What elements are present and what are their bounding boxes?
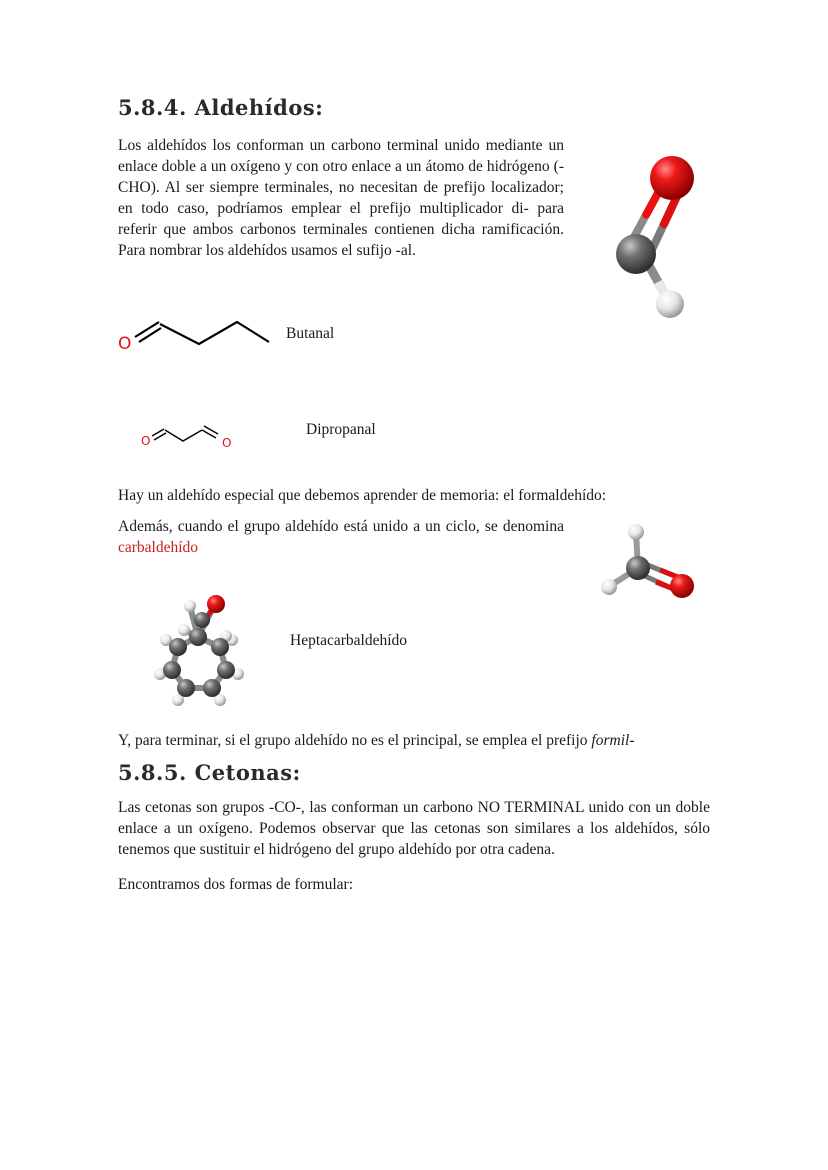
- oxygen-atom-icon: [670, 574, 694, 598]
- oxygen-atom-icon: [650, 156, 694, 200]
- oxygen-label: O: [118, 334, 132, 354]
- carbaldehido-sentence-text: Además, cuando el grupo aldehído está unido a un ciclo, se denomina: [118, 518, 564, 535]
- hydrogen-atom-icon: [601, 579, 617, 595]
- section-heading-cetonas: 5.8.5. Cetonas:: [118, 760, 301, 785]
- butanal-skeletal-formula: [115, 315, 275, 355]
- aldehyde-group-3d-model: [572, 150, 702, 325]
- aldehidos-intro-paragraph: Los aldehídos los conforman un carbono terminal unido mediante un enlace doble a un oxígeno y con otro enlace a un átomo de hidrógeno (-CHO). Al ser siempre terminales, no necesitan de prefijo localizador; en todo caso, podríamos emplear el prefijo multiplicador di- para referir que ambos carbonos terminales contienen dicha ramificación. Para nombrar los aldehídos usamos el sufijo -al.: [118, 137, 564, 259]
- oxygen-label-left: O: [141, 434, 151, 448]
- formil-sentence: [118, 730, 634, 751]
- carbon-atom-icon: [616, 234, 656, 274]
- oxygen-label-right: O: [222, 436, 232, 450]
- dipropanal-label: Dipropanal: [306, 421, 376, 438]
- carbaldehido-term: carbaldehído: [118, 539, 199, 556]
- carbon-atom-icon: [626, 556, 650, 580]
- cetonas-closing-sentence: Encontramos dos formas de formular:: [118, 876, 354, 893]
- cetonas-intro-paragraph: Las cetonas son grupos -CO-, las conforman un carbono NO TERMINAL unido con un doble enlace a un oxígeno. Podemos observar que las cetonas son similares a los aldehídos, sólo tenemos que sustituir el hidrógeno del grupo aldehído por otra cadena.: [118, 799, 710, 858]
- formil-prefix: formil-: [591, 732, 635, 749]
- butanal-label: Butanal: [286, 325, 335, 342]
- carbaldehido-paragraph: [118, 516, 564, 558]
- formaldehyde-3d-model: [596, 520, 700, 604]
- formaldehyde-sentence: Hay un aldehído especial que debemos aprender de memoria: el formaldehído:: [118, 487, 607, 504]
- heptacarbaldehido-3d-model: [150, 592, 250, 710]
- hydrogen-atom-icon: [628, 524, 644, 540]
- formil-sentence-text: Y, para terminar, si el grupo aldehído no es el principal, se emplea el prefijo: [118, 732, 592, 749]
- section-heading-aldehidos: 5.8.4. Aldehídos:: [118, 95, 324, 120]
- dipropanal-skeletal-formula: [138, 420, 238, 452]
- oxygen-atom-icon: [207, 595, 225, 613]
- heptacarbaldehido-label: Heptacarbaldehído: [290, 632, 408, 649]
- hydrogen-atom-icon: [656, 290, 684, 318]
